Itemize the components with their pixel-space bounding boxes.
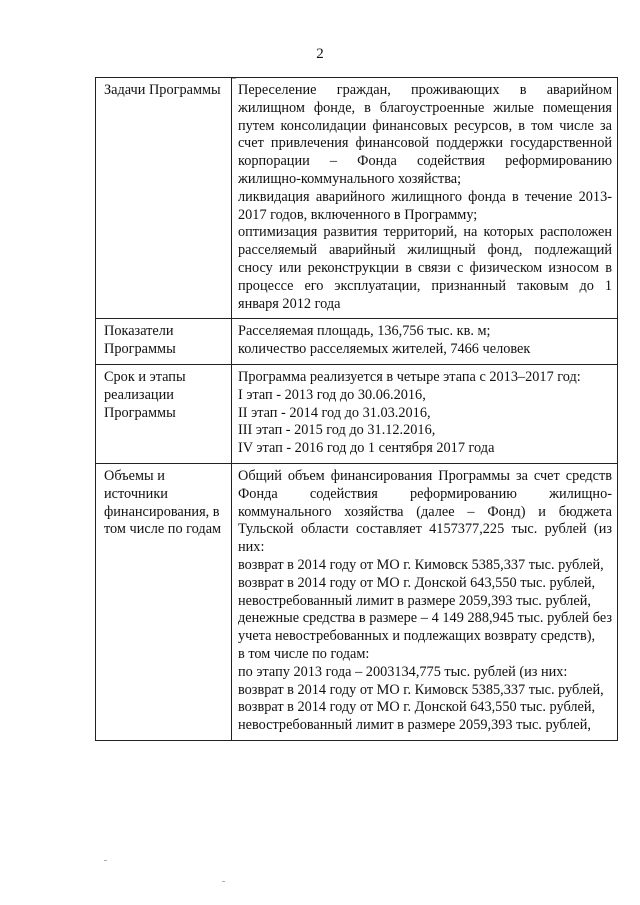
- content-paragraph: оптимизация развития территорий, на которых расположен расселяемый аварийный жилищный фонд, подлежащий сносу или реконструкции в связи с физическом износом в процессе его эксплуатации, признанный таковым до 1 января 2012 года: [238, 224, 612, 312]
- row-label-stages: Срок и этапы реализации Программы: [96, 364, 232, 463]
- scan-mark-bottom: [104, 860, 107, 861]
- content-paragraph: по этапу 2013 года – 2003134,775 тыс. рублей (из них:: [238, 663, 568, 680]
- content-line: II этап - 2014 год до 31.03.2016,: [238, 404, 431, 421]
- content-line: количество расселяемых жителей, 7466 человек: [238, 341, 531, 358]
- program-passport-table: [95, 77, 618, 741]
- content-paragraph: невостребованный лимит в размере 2059,393 тыс. рублей,: [238, 717, 591, 734]
- content-paragraph: возврат в 2014 году от МО г. Кимовск 5385,337 тыс. рублей,: [238, 556, 604, 573]
- content-paragraph: денежные средства в размере – 4 149 288,945 тыс. рублей без учета невостребованных и подлежащих возврату средств),: [238, 610, 612, 645]
- row-label-indicators: Показатели Программы: [96, 319, 232, 365]
- row-label-tasks: Задачи Программы: [96, 78, 232, 319]
- row-content-funding: [232, 463, 618, 740]
- content-line: I этап - 2013 год до 30.06.2016,: [238, 386, 426, 403]
- table-row: [96, 463, 618, 740]
- content-line: III этап - 2015 год до 31.12.2016,: [238, 422, 436, 439]
- content-paragraph: возврат в 2014 году от МО г. Донской 643,550 тыс. рублей,: [238, 574, 596, 591]
- row-label-funding: Объемы и источники финансирования, в том числе по годам: [96, 463, 232, 740]
- table-row: [96, 364, 618, 463]
- content-line: IV этап - 2016 год до 1 сентября 2017 года: [238, 440, 495, 457]
- content-paragraph: Переселение граждан, проживающих в аварийном жилищном фонде, в благоустроенные жилые помещения путем консолидации финансовых ресурсов, в том числе за счет привлечения финансовой поддержки государственной корпорации – Фонда содействия реформированию жилищно-коммунального хозяйства;: [238, 82, 612, 187]
- content-paragraph: возврат в 2014 году от МО г. Кимовск 5385,337 тыс. рублей,: [238, 681, 604, 698]
- content-line: Программа реализуется в четыре этапа с 2013–2017 год:: [238, 368, 581, 385]
- row-content-stages: [232, 364, 618, 463]
- content-line: Расселяемая площадь, 136,756 тыс. кв. м;: [238, 323, 491, 340]
- row-content-tasks: [232, 78, 618, 319]
- table-row: [96, 78, 618, 319]
- content-paragraph: возврат в 2014 году от МО г. Донской 643,550 тыс. рублей,: [238, 699, 596, 716]
- content-paragraph: Общий объем финансирования Программы за счет средств Фонда содействия реформированию жилищно-коммунального хозяйства (далее – Фонд) и бюджета Тульской области составляет 4157377,225 тыс. рублей (из них:: [238, 467, 612, 556]
- content-paragraph: в том числе по годам:: [238, 645, 370, 662]
- scan-mark-bottom: [222, 881, 225, 882]
- content-paragraph: невостребованный лимит в размере 2059,393 тыс. рублей,: [238, 592, 591, 609]
- content-paragraph: ликвидация аварийного жилищного фонда в течение 2013-2017 годов, включенного в Программу;: [238, 188, 612, 223]
- row-content-indicators: [232, 319, 618, 365]
- table-row: [96, 319, 618, 365]
- page-number: 2: [316, 46, 324, 62]
